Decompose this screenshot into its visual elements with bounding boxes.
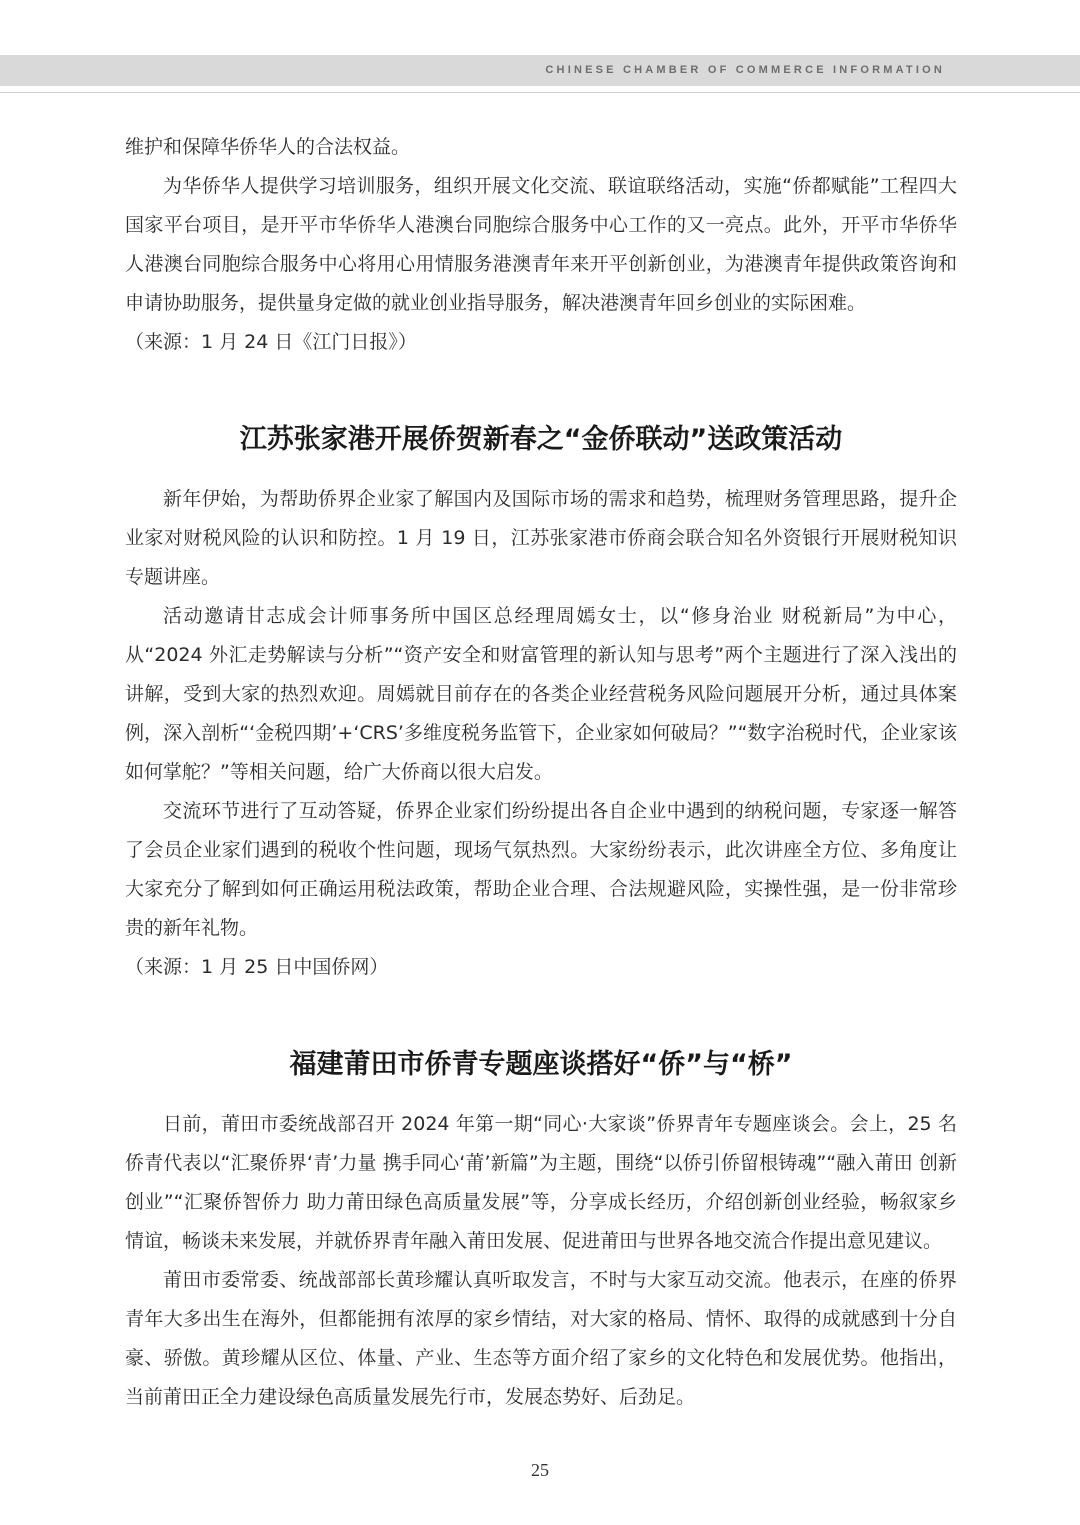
paragraph: 为华侨华人提供学习培训服务，组织开展文化交流、联谊联络活动，实施“侨都赋能”工程四大国家平台项目，是开平市华侨华人港澳台同胞综合服务中心工作的又一亮点。此外，开平市华侨华人港澳台同胞综合服务中心将用心用情服务港澳青年来开平创新创业，为港澳青年提供政策咨询和申请协助服务，提供量身定做的就业创业指导服务，解决港澳青年回乡创业的实际困难。 (125, 175, 957, 314)
paragraph: 日前，莆田市委统战部召开 2024 年第一期“同心·大家谈”侨界青年专题座谈会。会上，25 名侨青代表以“汇聚侨界‘青’力量 携手同心‘莆’新篇”为主题，围绕“以侨引侨留根铸魂”“融入莆田 创新创业”“汇聚侨智侨力 助力莆田绿色高质量发展”等，分享成长经历，介绍创新创业经验，畅叙家乡情谊，畅谈未来发展，并就侨界青年融入莆田发展、促进莆田与世界各地交流合作提出意见建议。 (125, 1113, 957, 1252)
running-header: CHINESE CHAMBER OF COMMERCE INFORMATION (545, 64, 945, 76)
article-source: （来源：1 月 25 日中国侨网） (125, 956, 389, 978)
article-source: （来源：1 月 24 日《江门日报》） (125, 331, 417, 353)
paragraph: 交流环节进行了互动答疑，侨界企业家们纷纷提出各自企业中遇到的纳税问题，专家逐一解答了会员企业家们遇到的税收个性问题，现场气氛热烈。大家纷纷表示，此次讲座全方位、多角度让大家充分了解到如何正确运用税法政策，帮助企业合理、合法规避风险，实操性强，是一份非常珍贵的新年礼物。 (125, 800, 957, 939)
page-content (125, 128, 957, 1417)
article-jiangmen-continued (125, 128, 957, 362)
article-title: 福建莆田市侨青专题座谈搭好“侨”与“桥” (289, 1049, 793, 1080)
article-zhangjiagang (125, 420, 957, 987)
paragraph: 新年伊始，为帮助侨界企业家了解国内及国际市场的需求和趋势，梳理财务管理思路，提升企业家对财税风险的认识和防控。1 月 19 日，江苏张家港市侨商会联合知名外资银行开展财税知识专题讲座。 (125, 488, 957, 588)
page-number: 25 (531, 1460, 549, 1480)
paragraph: 活动邀请甘志成会计师事务所中国区总经理周嫣女士，以“修身治业 财税新局”为中心，从“2024 外汇走势解读与分析”“资产安全和财富管理的新认知与思考”两个主题进行了深入浅出的讲解，受到大家的热烈欢迎。周嫣就目前存在的各类企业经营税务风险问题展开分析，通过具体案例，深入剖析“‘金税四期’+‘CRS’多维度税务监管下，企业家如何破局？”“数字治税时代，企业家该如何掌舵？”等相关问题，给广大侨商以很大启发。 (125, 605, 957, 783)
article-putian (125, 1045, 957, 1417)
paragraph: 维护和保障华侨华人的合法权益。 (125, 136, 411, 158)
article-title: 江苏张家港开展侨贺新春之“金侨联动”送政策活动 (239, 424, 843, 455)
paragraph: 莆田市委常委、统战部部长黄珍耀认真听取发言，不时与大家互动交流。他表示，在座的侨界青年大多出生在海外，但都能拥有浓厚的家乡情结，对大家的格局、情怀、取得的成就感到十分自豪、骄傲。黄珍耀从区位、体量、产业、生态等方面介绍了家乡的文化特色和发展优势。他指出，当前莆田正全力建设绿色高质量发展先行市，发展态势好、后劲足。 (125, 1269, 957, 1408)
header-divider (0, 92, 1080, 93)
